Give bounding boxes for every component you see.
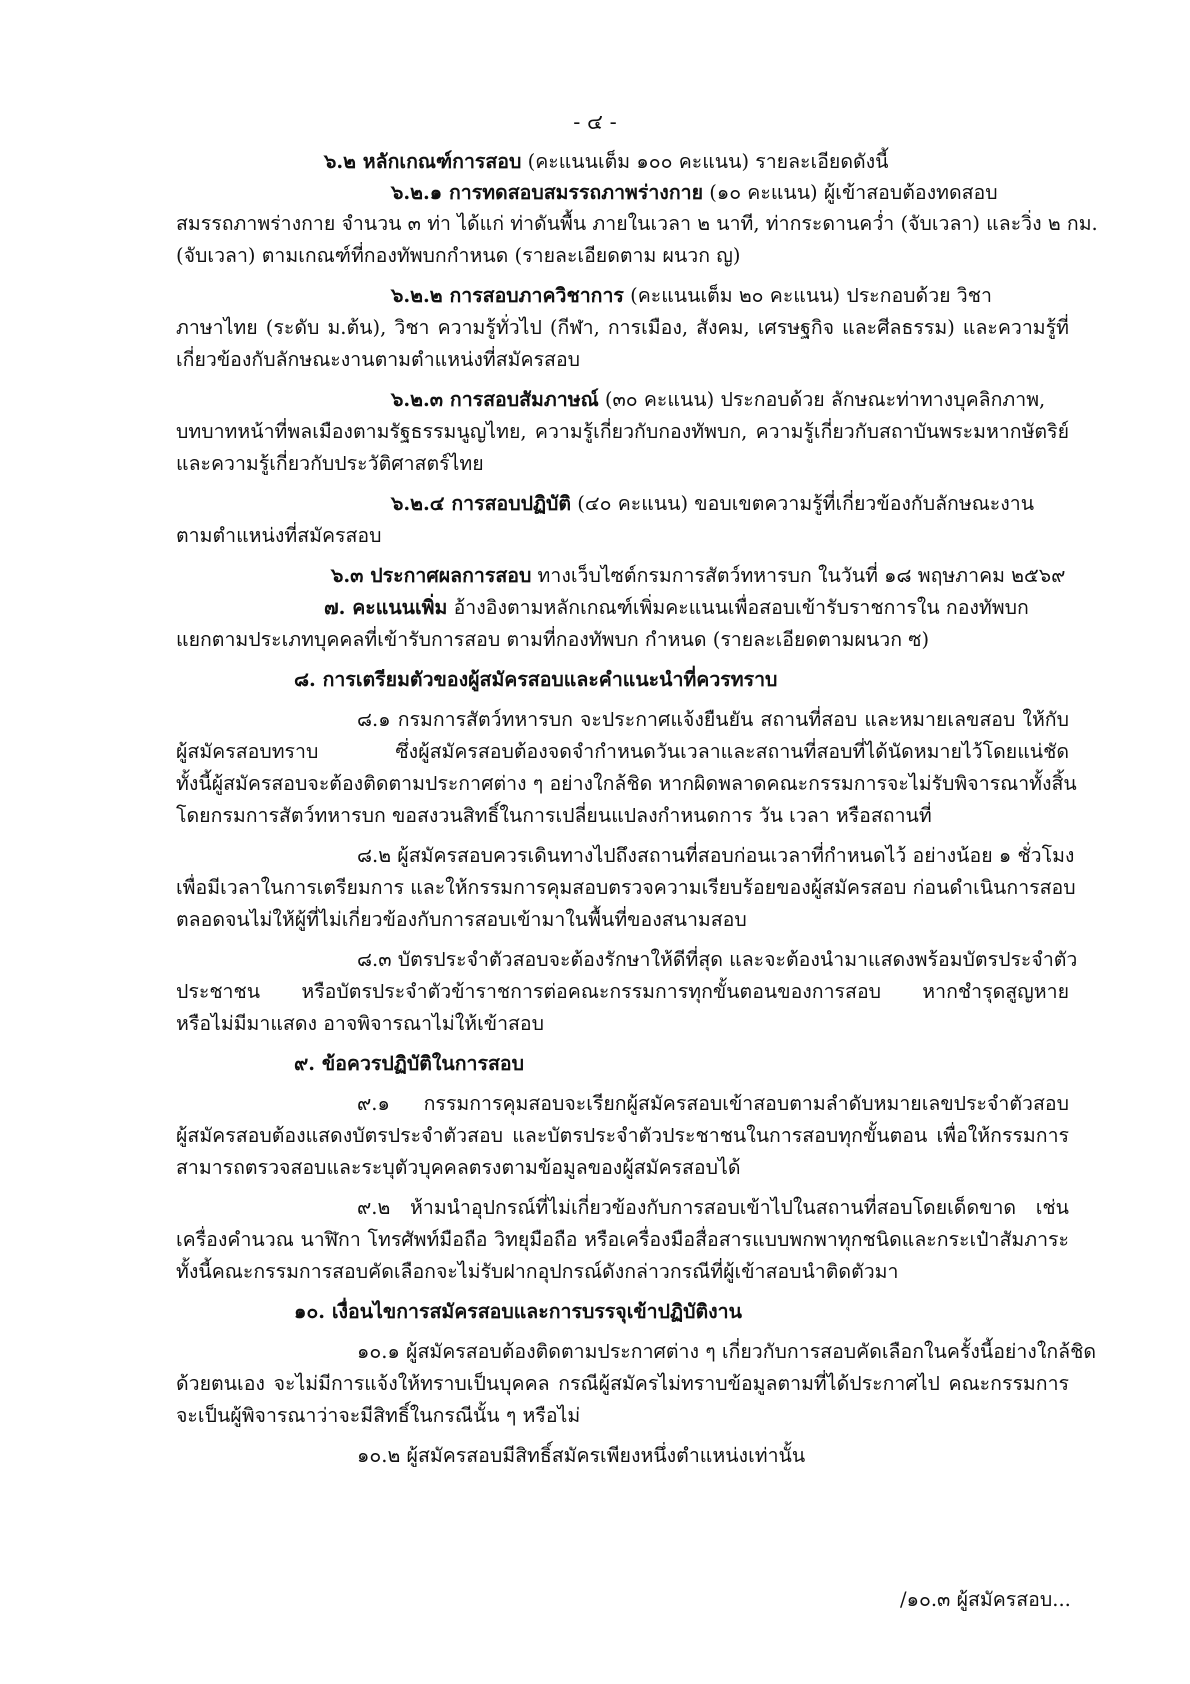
paragraph-line: ผู้สมัครสอบทราบ ซึ่งผู้สมัครสอบต้องจดจำกำหนดวันเวลาและสถานที่สอบที่ได้นัดหมายไว้โดยแน่ชัด	[176, 740, 1069, 763]
paragraph-line: ตลอดจนไม่ให้ผู้ที่ไม่เกี่ยวข้องกับการสอบเข้ามาในพื้นที่ของสนามสอบ	[176, 908, 747, 931]
section-6-2-1-text: (๑๐ คะแนน) ผู้เข้าสอบต้องทดสอบ	[703, 181, 998, 204]
paragraph-line: สมรรถภาพร่างกาย จำนวน ๓ ท่า ได้แก่ ท่าดันพื้น ภายในเวลา ๒ นาที, ท่ากระดานคว่ำ (จับเวลา) และวิ่ง ๒ กม.	[176, 212, 1098, 235]
paragraph-line: ๘.๓ บัตรประจำตัวสอบจะต้องรักษาให้ดีที่สุด และจะต้องนำมาแสดงพร้อมบัตรประจำตัว	[357, 948, 1078, 971]
section-8-heading: ๘. การเตรียมตัวของผู้สมัครสอบและคำแนะนำที่ควรทราบ	[294, 668, 778, 691]
paragraph-line: ๑๐.๒ ผู้สมัครสอบมีสิทธิ์สมัครเพียงหนึ่งตำแหน่งเท่านั้น	[357, 1444, 806, 1467]
section-6-2-4-text: (๔๐ คะแนน) ขอบเขตความรู้ที่เกี่ยวข้องกับลักษณะงาน	[571, 492, 1035, 515]
section-6-2-1-title: ๖.๒.๑ การทดสอบสมรรถภาพร่างกาย	[391, 181, 704, 204]
paragraph-line: ตามตำแหน่งที่สมัครสอบ	[176, 524, 382, 547]
section-6-2-3	[391, 384, 1045, 416]
paragraph-line: เพื่อมีเวลาในการเตรียมการ และให้กรรมการคุมสอบตรวจความเรียบร้อยของผู้สมัครสอบ ก่อนดำเนินการสอบ	[176, 876, 1076, 899]
section-6-3	[331, 560, 1065, 592]
paragraph-line: ๙.๑ กรรมการคุมสอบจะเรียกผู้สมัครสอบเข้าสอบตามลำดับหมายเลขประจำตัวสอบ	[357, 1092, 1069, 1115]
section-6-2-3-title: ๖.๒.๓ การสอบสัมภาษณ์	[391, 388, 599, 411]
section-7	[324, 592, 1029, 624]
paragraph-line: ทั้งนี้ผู้สมัครสอบจะต้องติดตามประกาศต่าง ๆ อย่างใกล้ชิด หากผิดพลาดคณะกรรมการจะไม่รับพิจารณาทั้งสิ้น	[176, 772, 1077, 795]
paragraph-line: เกี่ยวข้องกับลักษณะงานตามตำแหน่งที่สมัครสอบ	[176, 348, 581, 371]
paragraph-line: ทั้งนี้คณะกรรมการสอบคัดเลือกจะไม่รับฝากอุปกรณ์ดังกล่าวกรณีที่ผู้เข้าสอบนำติดตัวมา	[176, 1260, 899, 1283]
paragraph-line: โดยกรมการสัตว์ทหารบก ขอสงวนสิทธิ์ในการเปลี่ยนแปลงกำหนดการ วัน เวลา หรือสถานที่	[176, 804, 932, 827]
section-6-2-4	[391, 488, 1034, 520]
paragraph-line: ผู้สมัครสอบต้องแสดงบัตรประจำตัวสอบ และบัตรประจำตัวประชาชนในการสอบทุกขั้นตอน เพื่อให้กรรมการ	[176, 1124, 1069, 1147]
paragraph-line: ๑๐.๑ ผู้สมัครสอบต้องติดตามประกาศต่าง ๆ เกี่ยวกับการสอบคัดเลือกในครั้งนี้อย่างใกล้ชิด	[357, 1340, 1097, 1363]
section-6-2-4-title: ๖.๒.๔ การสอบปฏิบัติ	[391, 492, 572, 515]
continuation-note: /๑๐.๓ ผู้สมัครสอบ...	[900, 1588, 1071, 1611]
paragraph-line: ด้วยตนเอง จะไม่มีการแจ้งให้ทราบเป็นบุคคล กรณีผู้สมัครไม่ทราบข้อมูลตามที่ได้ประกาศไป คณะกรรมการ	[176, 1372, 1069, 1395]
section-6-2-2-title: ๖.๒.๒ การสอบภาควิชาการ	[391, 284, 624, 307]
section-6-3-text: ทางเว็บไซต์กรมการสัตว์ทหารบก ในวันที่ ๑๘ พฤษภาคม ๒๕๖๙	[531, 564, 1066, 587]
section-6-2-1	[391, 177, 998, 209]
page-number: - ๔ -	[573, 110, 617, 134]
paragraph-line: สามารถตรวจสอบและระบุตัวบุคคลตรงตามข้อมูลของผู้สมัครสอบได้	[176, 1156, 741, 1179]
section-6-2-3-text: (๓๐ คะแนน) ประกอบด้วย ลักษณะท่าทางบุคลิกภาพ,	[598, 388, 1046, 411]
section-7-text: อ้างอิงตามหลักเกณฑ์เพิ่มคะแนนเพื่อสอบเข้ารับราชการใน กองทัพบก	[447, 596, 1029, 619]
section-6-2-title: ๖.๒ หลักเกณฑ์การสอบ	[324, 150, 522, 173]
section-6-2	[324, 146, 889, 178]
section-10-heading: ๑๐. เงื่อนไขการสมัครสอบและการบรรจุเข้าปฏิบัติงาน	[294, 1300, 742, 1323]
section-6-2-2-text: (คะแนนเต็ม ๒๐ คะแนน) ประกอบด้วย วิชา	[623, 284, 992, 307]
paragraph-line: เครื่องคำนวณ นาฬิกา โทรศัพท์มือถือ วิทยุมือถือ หรือเครื่องมือสื่อสารแบบพกพาทุกชนิดและกระเป๋าสัมภาระ	[176, 1228, 1069, 1251]
paragraph-line: ๘.๒ ผู้สมัครสอบควรเดินทางไปถึงสถานที่สอบก่อนเวลาที่กำหนดไว้ อย่างน้อย ๑ ชั่วโมง	[357, 844, 1075, 867]
paragraph-line: แยกตามประเภทบุคคลที่เข้ารับการสอบ ตามที่กองทัพบก กำหนด (รายละเอียดตามผนวก ซ)	[176, 628, 930, 651]
section-6-2-2	[391, 280, 992, 312]
paragraph-line: จะเป็นผู้พิจารณาว่าจะมีสิทธิ์ในกรณีนั้น ๆ หรือไม่	[176, 1404, 581, 1427]
paragraph-line: (จับเวลา) ตามเกณฑ์ที่กองทัพบกกำหนด (รายละเอียดตาม ผนวก ญ)	[176, 244, 741, 267]
section-9-heading: ๙. ข้อควรปฏิบัติในการสอบ	[294, 1052, 524, 1075]
section-7-title: ๗. คะแนนเพิ่ม	[324, 596, 448, 619]
paragraph-line: ๘.๑ กรมการสัตว์ทหารบก จะประกาศแจ้งยืนยัน สถานที่สอบ และหมายเลขสอบ ให้กับ	[357, 708, 1069, 731]
section-6-2-text: (คะแนนเต็ม ๑๐๐ คะแนน) รายละเอียดดังนี้	[521, 150, 889, 173]
paragraph-line: หรือไม่มีมาแสดง อาจพิจารณาไม่ให้เข้าสอบ	[176, 1012, 545, 1035]
paragraph-line: ๙.๒ ห้ามนำอุปกรณ์ที่ไม่เกี่ยวข้องกับการสอบเข้าไปในสถานที่สอบโดยเด็ดขาด เช่น	[357, 1196, 1069, 1219]
paragraph-line: บทบาทหน้าที่พลเมืองตามรัฐธรรมนูญไทย, ความรู้เกี่ยวกับกองทัพบก, ความรู้เกี่ยวกับสถาบันพระมหากษัตริย์	[176, 420, 1069, 443]
paragraph-line: และความรู้เกี่ยวกับประวัติศาสตร์ไทย	[176, 452, 484, 475]
paragraph-line: ประชาชน หรือบัตรประจำตัวข้าราชการต่อคณะกรรมการทุกขั้นตอนของการสอบ หากชำรุดสูญหาย	[176, 980, 1069, 1003]
section-6-3-title: ๖.๓ ประกาศผลการสอบ	[331, 564, 532, 587]
paragraph-line: ภาษาไทย (ระดับ ม.ต้น), วิชา ความรู้ทั่วไป (กีฬา, การเมือง, สังคม, เศรษฐกิจ และศีลธรรม) และความรู้ที่	[176, 316, 1069, 339]
